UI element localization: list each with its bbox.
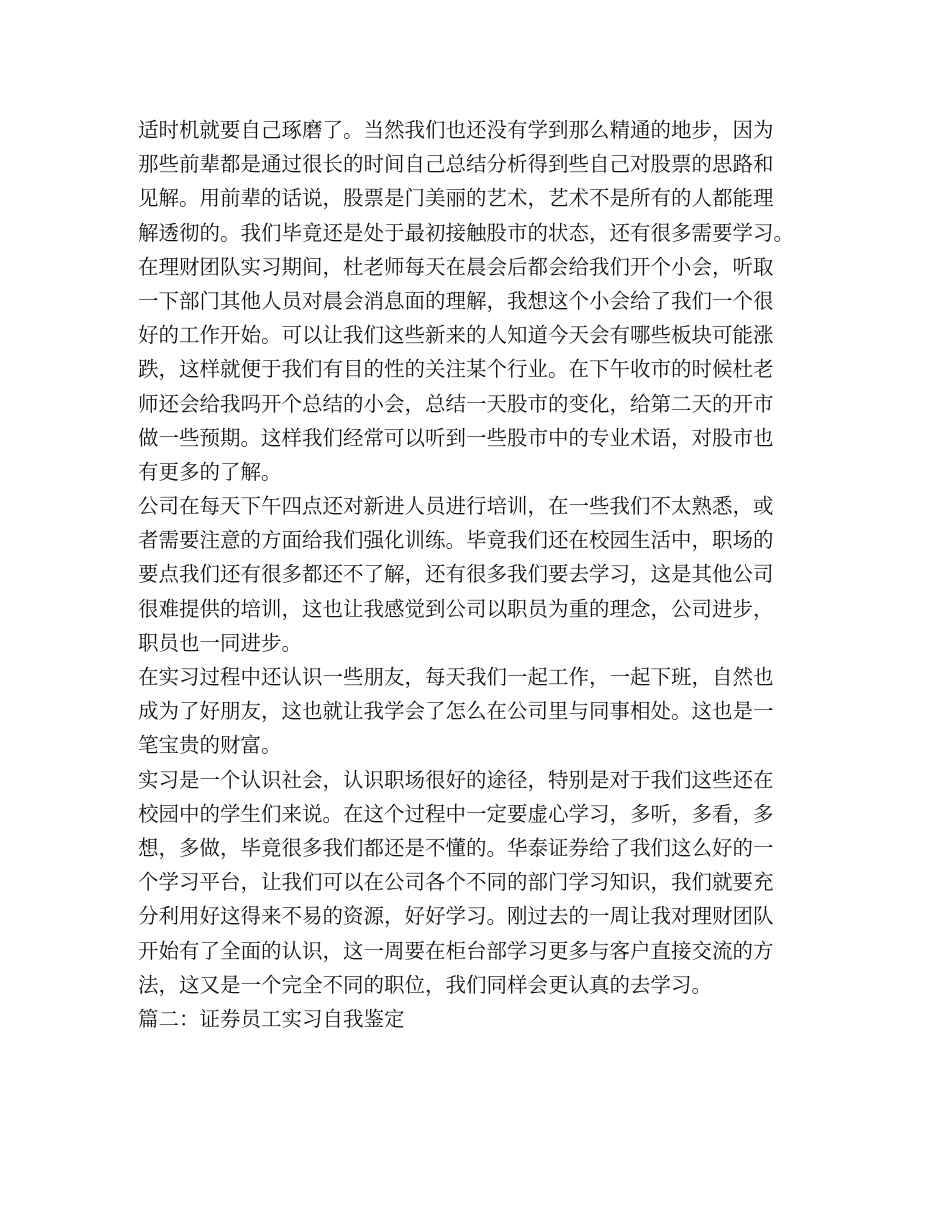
text-line: 很难提供的培训，这也让我感觉到公司以职员为重的理念，公司进步， [138, 596, 774, 621]
text-line: 解透彻的。我们毕竟还是处于最初接触股市的状态，还有很多需要学习。 [138, 220, 794, 245]
text-line: 跌，这样就便于我们有目的性的关注某个行业。在下午收市的时候杜老 [138, 357, 774, 382]
text-line: 公司在每天下午四点还对新进人员进行培训，在一些我们不太熟悉，或 [138, 494, 774, 519]
text-line: 有更多的了解。 [138, 459, 282, 484]
text-line: 那些前辈都是通过很长的时间自己总结分析得到些自己对股票的思路和 [138, 152, 774, 177]
text-line: 想，多做，毕竟很多我们都还是不懂的。华泰证券给了我们这么好的一 [138, 835, 774, 860]
text-line: 分利用好这得来不易的资源，好好学习。刚过去的一周让我对理财团队 [138, 904, 774, 929]
text-line: 做一些预期。这样我们经常可以听到一些股市中的专业术语，对股市也 [138, 425, 774, 450]
text-line: 一下部门其他人员对晨会消息面的理解，我想这个小会给了我们一个很 [138, 288, 774, 313]
text-line: 要点我们还有很多都还不了解，还有很多我们要去学习，这是其他公司 [138, 562, 774, 587]
text-line: 适时机就要自己琢磨了。当然我们也还没有学到那么精通的地步，因为 [138, 118, 774, 142]
text-line: 实习是一个认识社会，认识职场很好的途径，特别是对于我们这些还在 [138, 767, 774, 792]
text-line: 校园中的学生们来说。在这个过程中一定要虚心学习，多听，多看，多 [138, 801, 774, 826]
section-heading: 篇二：证券员工实习自我鉴定 [138, 1006, 405, 1031]
text-line: 职员也一同进步。 [138, 630, 302, 655]
text-line: 个学习平台，让我们可以在公司各个不同的部门学习知识，我们就要充 [138, 870, 774, 895]
text-line: 在实习过程中还认识一些朋友，每天我们一起工作，一起下班，自然也 [138, 665, 774, 689]
text-line: 笔宝贵的财富。 [138, 733, 282, 758]
document-body [138, 113, 828, 1036]
text-line: 师还会给我吗开个总结的小会，总结一天股市的变化，给第二天的开市 [138, 391, 774, 416]
text-line: 开始有了全面的认识，这一周要在柜台部学习更多与客户直接交流的方 [138, 938, 774, 963]
text-line: 在理财团队实习期间，杜老师每天在晨会后都会给我们开个小会，听取 [138, 254, 774, 279]
text-line: 法，这又是一个完全不同的职位，我们同样会更认真的去学习。 [138, 972, 712, 997]
text-line: 好的工作开始。可以让我们这些新来的人知道今天会有哪些板块可能涨 [138, 323, 774, 348]
text-line: 见解。用前辈的话说，股票是门美丽的艺术，艺术不是所有的人都能理 [138, 186, 774, 211]
text-line: 成为了好朋友，这也就让我学会了怎么在公司里与同事相处。这也是一 [138, 699, 774, 724]
text-line: 者需要注意的方面给我们强化训练。毕竟我们还在校园生活中，职场的 [138, 528, 774, 553]
